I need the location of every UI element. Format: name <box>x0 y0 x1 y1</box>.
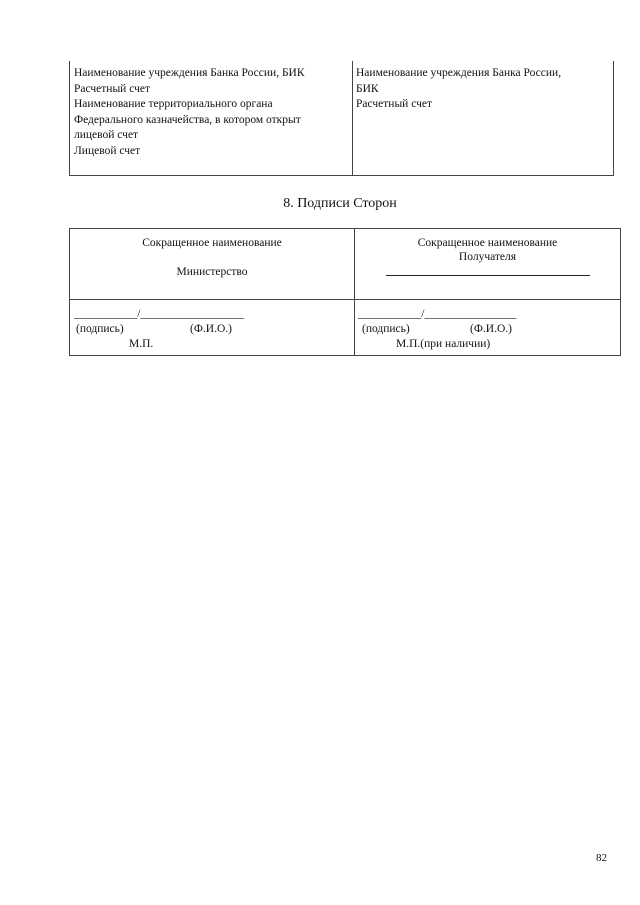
bank-left-line: Наименование территориального органа <box>74 98 273 110</box>
bank-right-line: БИК <box>356 82 379 95</box>
bank-details-left-cell <box>74 66 305 159</box>
right-party-header-line2: Получателя <box>458 251 517 263</box>
right-stamp-label: М.П.(при наличии) <box>396 338 491 350</box>
left-name-caption: (Ф.И.О.) <box>190 323 232 335</box>
left-party-header: Сокращенное наименование <box>142 237 282 249</box>
bank-left-line: Расчетный счет <box>74 82 150 95</box>
right-signature-caption: (подпись) <box>362 323 410 335</box>
left-party-name: Министерство <box>176 266 248 278</box>
bank-right-line: Расчетный счет <box>356 98 432 110</box>
right-name-caption: (Ф.И.О.) <box>470 323 512 335</box>
bank-left-line: Наименование учреждения Банка России, БИК <box>74 67 305 79</box>
bank-left-line: Федерального казначейства, в котором открыт <box>74 113 301 126</box>
bank-right-line: Наименование учреждения Банка России, <box>356 67 562 79</box>
left-signature-caption: (подпись) <box>76 323 124 335</box>
bank-details-divider <box>352 61 353 176</box>
bank-left-line: Лицевой счет <box>74 144 141 157</box>
bank-details-right-cell <box>356 66 561 113</box>
section-title: 8. Подписи Сторон <box>283 196 397 211</box>
signature-table-horizontal-divider <box>69 299 621 300</box>
right-signature-line: ___________/________________ <box>358 308 517 320</box>
right-party-name-blank-line <box>386 275 590 276</box>
page-number: 82 <box>596 852 607 864</box>
left-stamp-label: М.П. <box>129 338 154 350</box>
right-party-header: Сокращенное наименование <box>417 237 558 249</box>
left-signature-line: ___________/__________________ <box>74 308 244 320</box>
bank-left-line: лицевой счет <box>74 129 139 141</box>
